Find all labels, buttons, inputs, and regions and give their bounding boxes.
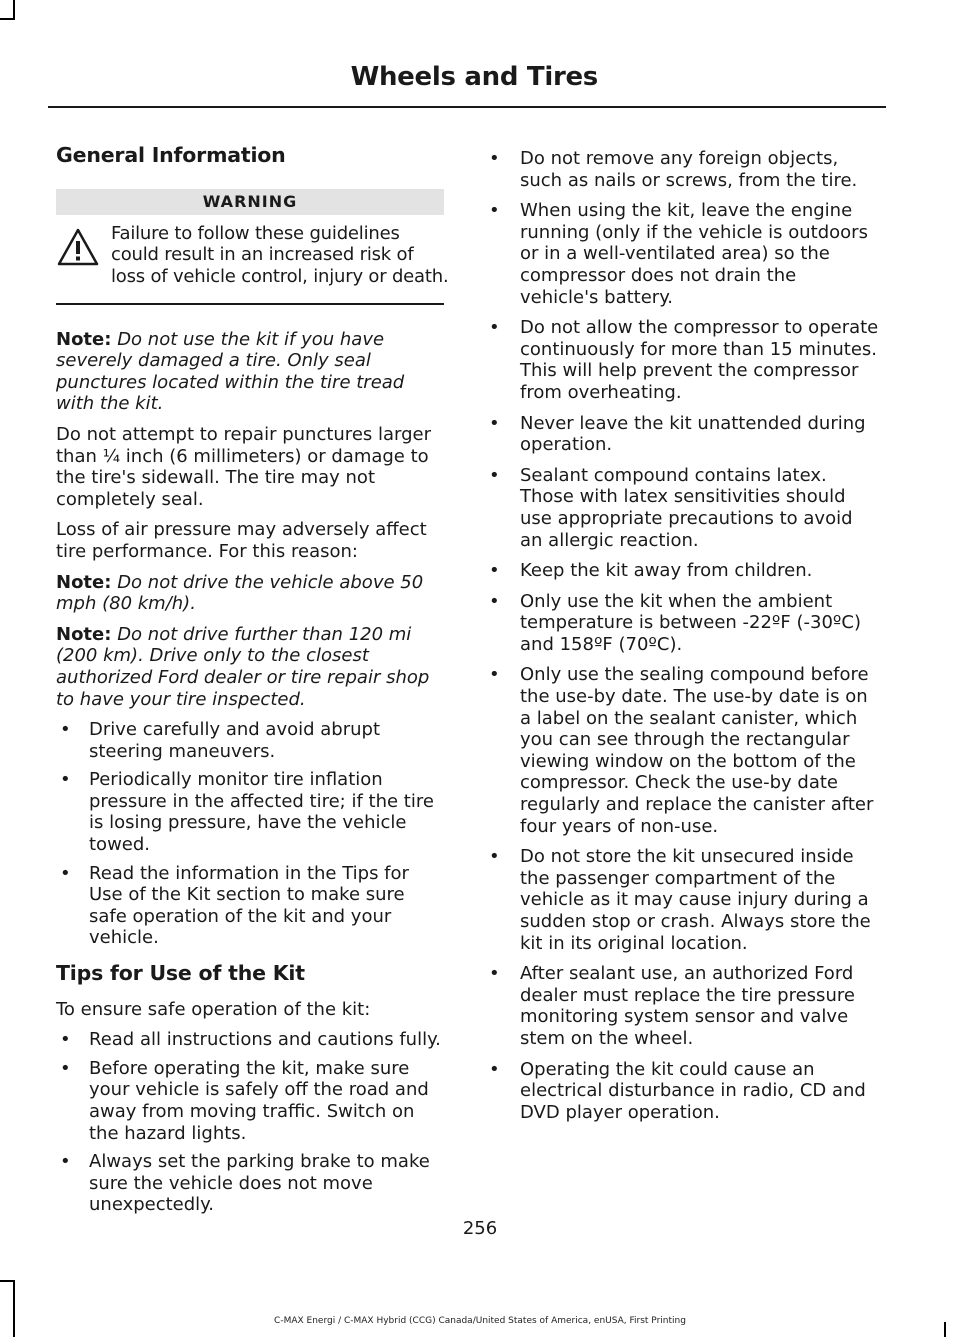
list-item-text: Always set the parking brake to make sure the vehicle does not move unexpectedly. <box>89 1151 430 1216</box>
bullet: • <box>60 862 71 884</box>
list-item-text: Periodically monitor tire inflation pressure in the affected tire; if the tire is losing pressure, have the vehicle towed. <box>89 769 434 856</box>
list-item-text: Never leave the kit unattended during operation. <box>520 412 866 456</box>
list-item <box>56 1058 448 1144</box>
note <box>56 624 448 710</box>
warning-triangle-icon <box>56 227 100 267</box>
list-item-text: Do not remove any foreign objects, such as nails or screws, from the tire. <box>520 148 858 191</box>
note-text: Do not drive further than 120 mi (200 km). Drive only to the closest authorized Ford dealer or tire repair shop to have your tire inspected. <box>56 623 430 710</box>
warning-box <box>56 222 449 305</box>
list-item-text: Do not allow the compressor to operate continuously for more than 15 minutes. This will help prevent the compressor from overheating. <box>520 317 879 403</box>
bullet: • <box>489 464 500 486</box>
bullet-list <box>56 1029 448 1216</box>
bullet: • <box>60 1151 71 1173</box>
note <box>56 572 448 615</box>
bullet: • <box>489 412 500 434</box>
bullet: • <box>489 1058 500 1080</box>
page-title: Wheels and Tires <box>350 62 598 92</box>
list-item <box>485 148 880 191</box>
list-item <box>485 664 880 837</box>
note <box>56 329 448 415</box>
right-column <box>485 148 880 1132</box>
list-item <box>56 719 448 762</box>
bullet-list <box>485 148 880 1123</box>
list-item <box>485 465 880 551</box>
list-item <box>485 413 880 456</box>
list-item-text: Operating the kit could cause an electrical disturbance in radio, CD and DVD player operation. <box>520 1058 866 1123</box>
section-title-tips: Tips for Use of the Kit <box>56 961 305 986</box>
bullet: • <box>60 1029 71 1051</box>
bullet: • <box>489 148 500 169</box>
bullet: • <box>489 963 500 985</box>
list-item <box>485 591 880 656</box>
section-title-general-information: General Information <box>56 143 286 167</box>
crop-mark <box>0 1280 15 1282</box>
list-item-text: Sealant compound contains latex. Those with latex sensitivities should use appropriate precautions to avoid an allergic reaction. <box>520 464 853 551</box>
bullet: • <box>489 317 500 339</box>
list-item <box>56 769 448 855</box>
bullet: • <box>60 1057 71 1079</box>
note-label: Note: <box>56 328 112 350</box>
bullet: • <box>489 560 500 582</box>
bullet: • <box>60 769 71 791</box>
list-item-text: Do not store the kit unsecured inside the passenger compartment of the vehicle as it may cause injury during a sudden stop or crash. Always store the kit in its original location. <box>520 846 871 954</box>
note-label: Note: <box>56 571 112 593</box>
list-item <box>485 317 880 403</box>
left-column <box>56 145 448 1225</box>
list-item <box>485 846 880 954</box>
list-item-text: Before operating the kit, make sure your vehicle is safely off the road and away from moving traffic. Switch on the hazard lights. <box>89 1057 429 1144</box>
list-item-text: When using the kit, leave the engine running (only if the vehicle is outdoors or in a well-ventilated area) so the compressor does not drain the vehicle's battery. <box>520 200 868 308</box>
note-text: Do not use the kit if you have severely damaged a tire. Only seal punctures located within the tire tread with the kit. <box>56 328 405 415</box>
list-item <box>56 1151 448 1216</box>
list-item <box>56 1029 448 1051</box>
paragraph: Do not attempt to repair punctures larger than ¼ inch (6 millimeters) or damage to the tire's sidewall. The tire may not completely seal. <box>56 423 432 510</box>
list-item <box>485 1059 880 1124</box>
note-text: Do not drive the vehicle above 50 mph (80 km/h). <box>56 571 424 615</box>
bullet: • <box>489 664 500 686</box>
list-item <box>485 560 880 582</box>
bullet: • <box>489 846 500 868</box>
list-item-text: Drive carefully and avoid abrupt steering maneuvers. <box>89 719 381 762</box>
bullet: • <box>489 200 500 222</box>
list-item-text: Keep the kit away from children. <box>520 560 813 582</box>
bullet: • <box>60 719 71 741</box>
list-item-text: Read the information in the Tips for Use of the Kit section to make sure safe operation of the kit and your vehicle. <box>89 862 409 949</box>
header-rule <box>48 106 886 108</box>
paragraph: Loss of air pressure may adversely affect tire performance. For this reason: <box>56 519 427 562</box>
crop-mark <box>13 0 15 18</box>
crop-mark <box>13 1280 15 1337</box>
list-item-text: After sealant use, an authorized Ford dealer must replace the tire pressure monitoring system sensor and valve stem on the wheel. <box>520 963 855 1049</box>
bullet-list <box>56 719 448 949</box>
list-item <box>485 963 880 1049</box>
warning-label: WARNING <box>56 189 444 215</box>
list-item <box>485 200 880 308</box>
list-item-text: Read all instructions and cautions fully. <box>89 1029 441 1051</box>
warning-text: Failure to follow these guidelines could result in an increased risk of loss of vehicle control, injury or death. <box>111 222 449 287</box>
note-label: Note: <box>56 623 112 645</box>
list-item-text: Only use the kit when the ambient temperature is between -22ºF (-30ºC) and 158ºF (70ºC). <box>520 590 861 655</box>
crop-mark <box>0 18 15 20</box>
paragraph: To ensure safe operation of the kit: <box>56 998 371 1020</box>
footer-text: C-MAX Energi / C-MAX Hybrid (CCG) Canada/United States of America, enUSA, First Printing <box>274 1316 686 1326</box>
bullet: • <box>489 590 500 612</box>
list-item-text: Only use the sealing compound before the use-by date. The use-by date is on a label on the sealant canister, which you can see through the rectangular viewing window on the bottom of the compressor. Check the use-by date regularly and replace the canister after four years of non-use. <box>520 664 874 837</box>
page-number: 256 <box>462 1218 498 1239</box>
list-item <box>56 863 448 949</box>
